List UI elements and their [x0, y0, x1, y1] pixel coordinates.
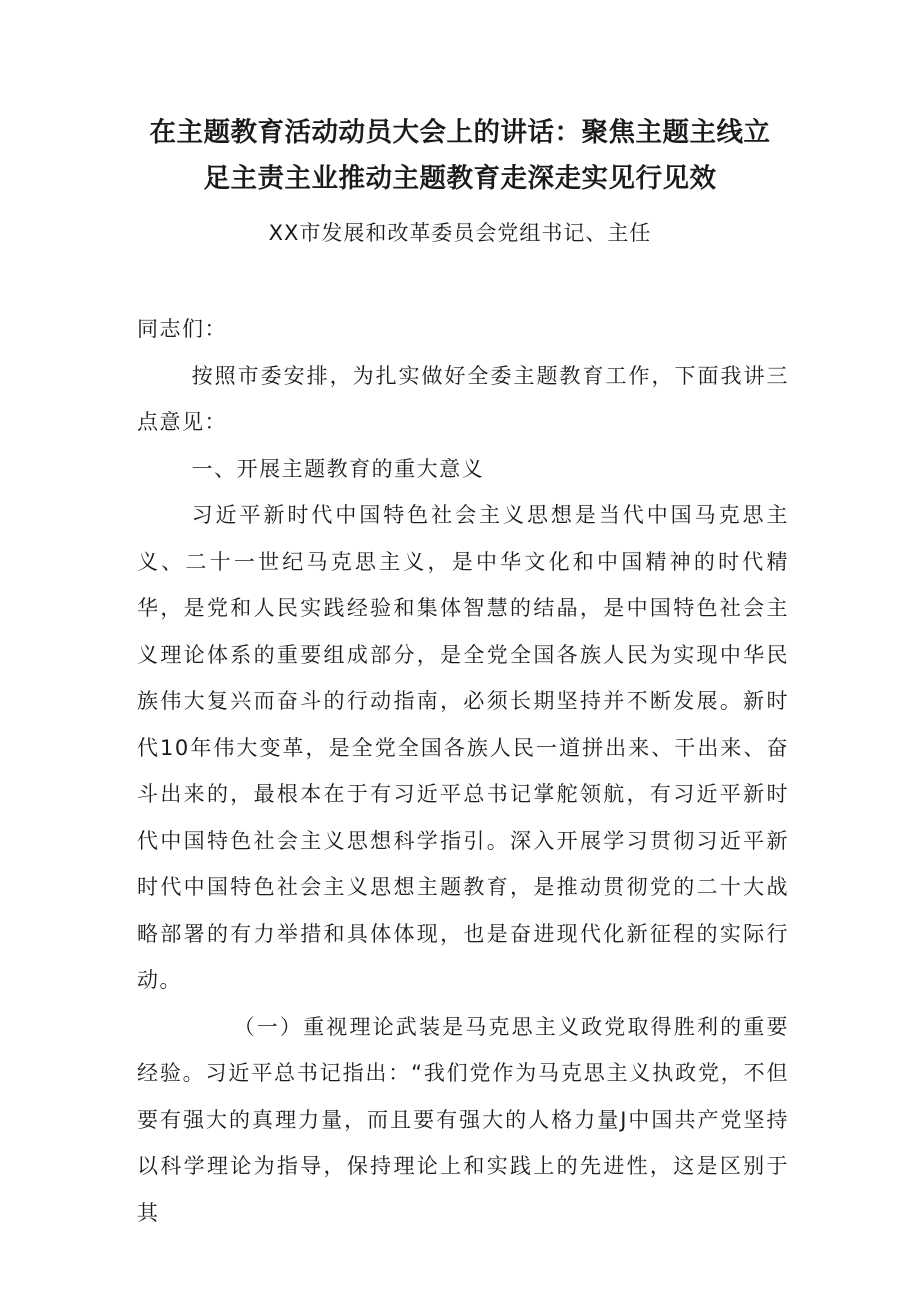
salutation: 同志们：	[137, 317, 227, 341]
document-title-line-2: 足主责主业推动主题教育走深走实见行见效	[203, 163, 717, 194]
document-body	[137, 306, 789, 1236]
document-title-line-1: 在主题教育活动动员大会上的讲话：聚焦主题主线立	[149, 117, 771, 148]
subsection-1-paragraph: （一）重视理论武装是马克思主义政党取得胜利的重要经验。习近平总书记指出：“我们党作为马克思主义执政党，不但要有强大的真理力量，而且要有强大的人格力量J中国共产党坚持以科学理论为指导，保持理论上和实践上的先进性，这是区别于其	[137, 1014, 789, 1225]
section-1-paragraph: 习近平新时代中国特色社会主义思想是当代中国马克思主义、二十一世纪马克思主义，是中华文化和中国精神的时代精华，是党和人民实践经验和集体智慧的结晶，是中国特色社会主义理论体系的重要组成部分，是全党全国各族人民为实现中华民族伟大复兴而奋斗的行动指南，必须长期坚持并不断发展。新时代10年伟大变革，是全党全国各族人民一道拼出来、干出来、奋斗出来的，最根本在于有习近平总书记掌舵领航，有习近平新时代中国特色社会主义思想科学指引。深入开展学习贯彻习近平新时代中国特色社会主义思想主题教育，是推动贯彻党的二十大战略部署的有力举措和具体体现，也是奋进现代化新征程的实际行动。	[137, 503, 789, 992]
section-1-heading: 一、开展主题教育的重大意义	[191, 456, 485, 481]
intro-paragraph: 按照市委安排，为扎实做好全委主题教育工作，下面我讲三点意见：	[137, 363, 789, 434]
author-line: XX市发展和改革委员会党组书记、主任	[268, 221, 652, 245]
